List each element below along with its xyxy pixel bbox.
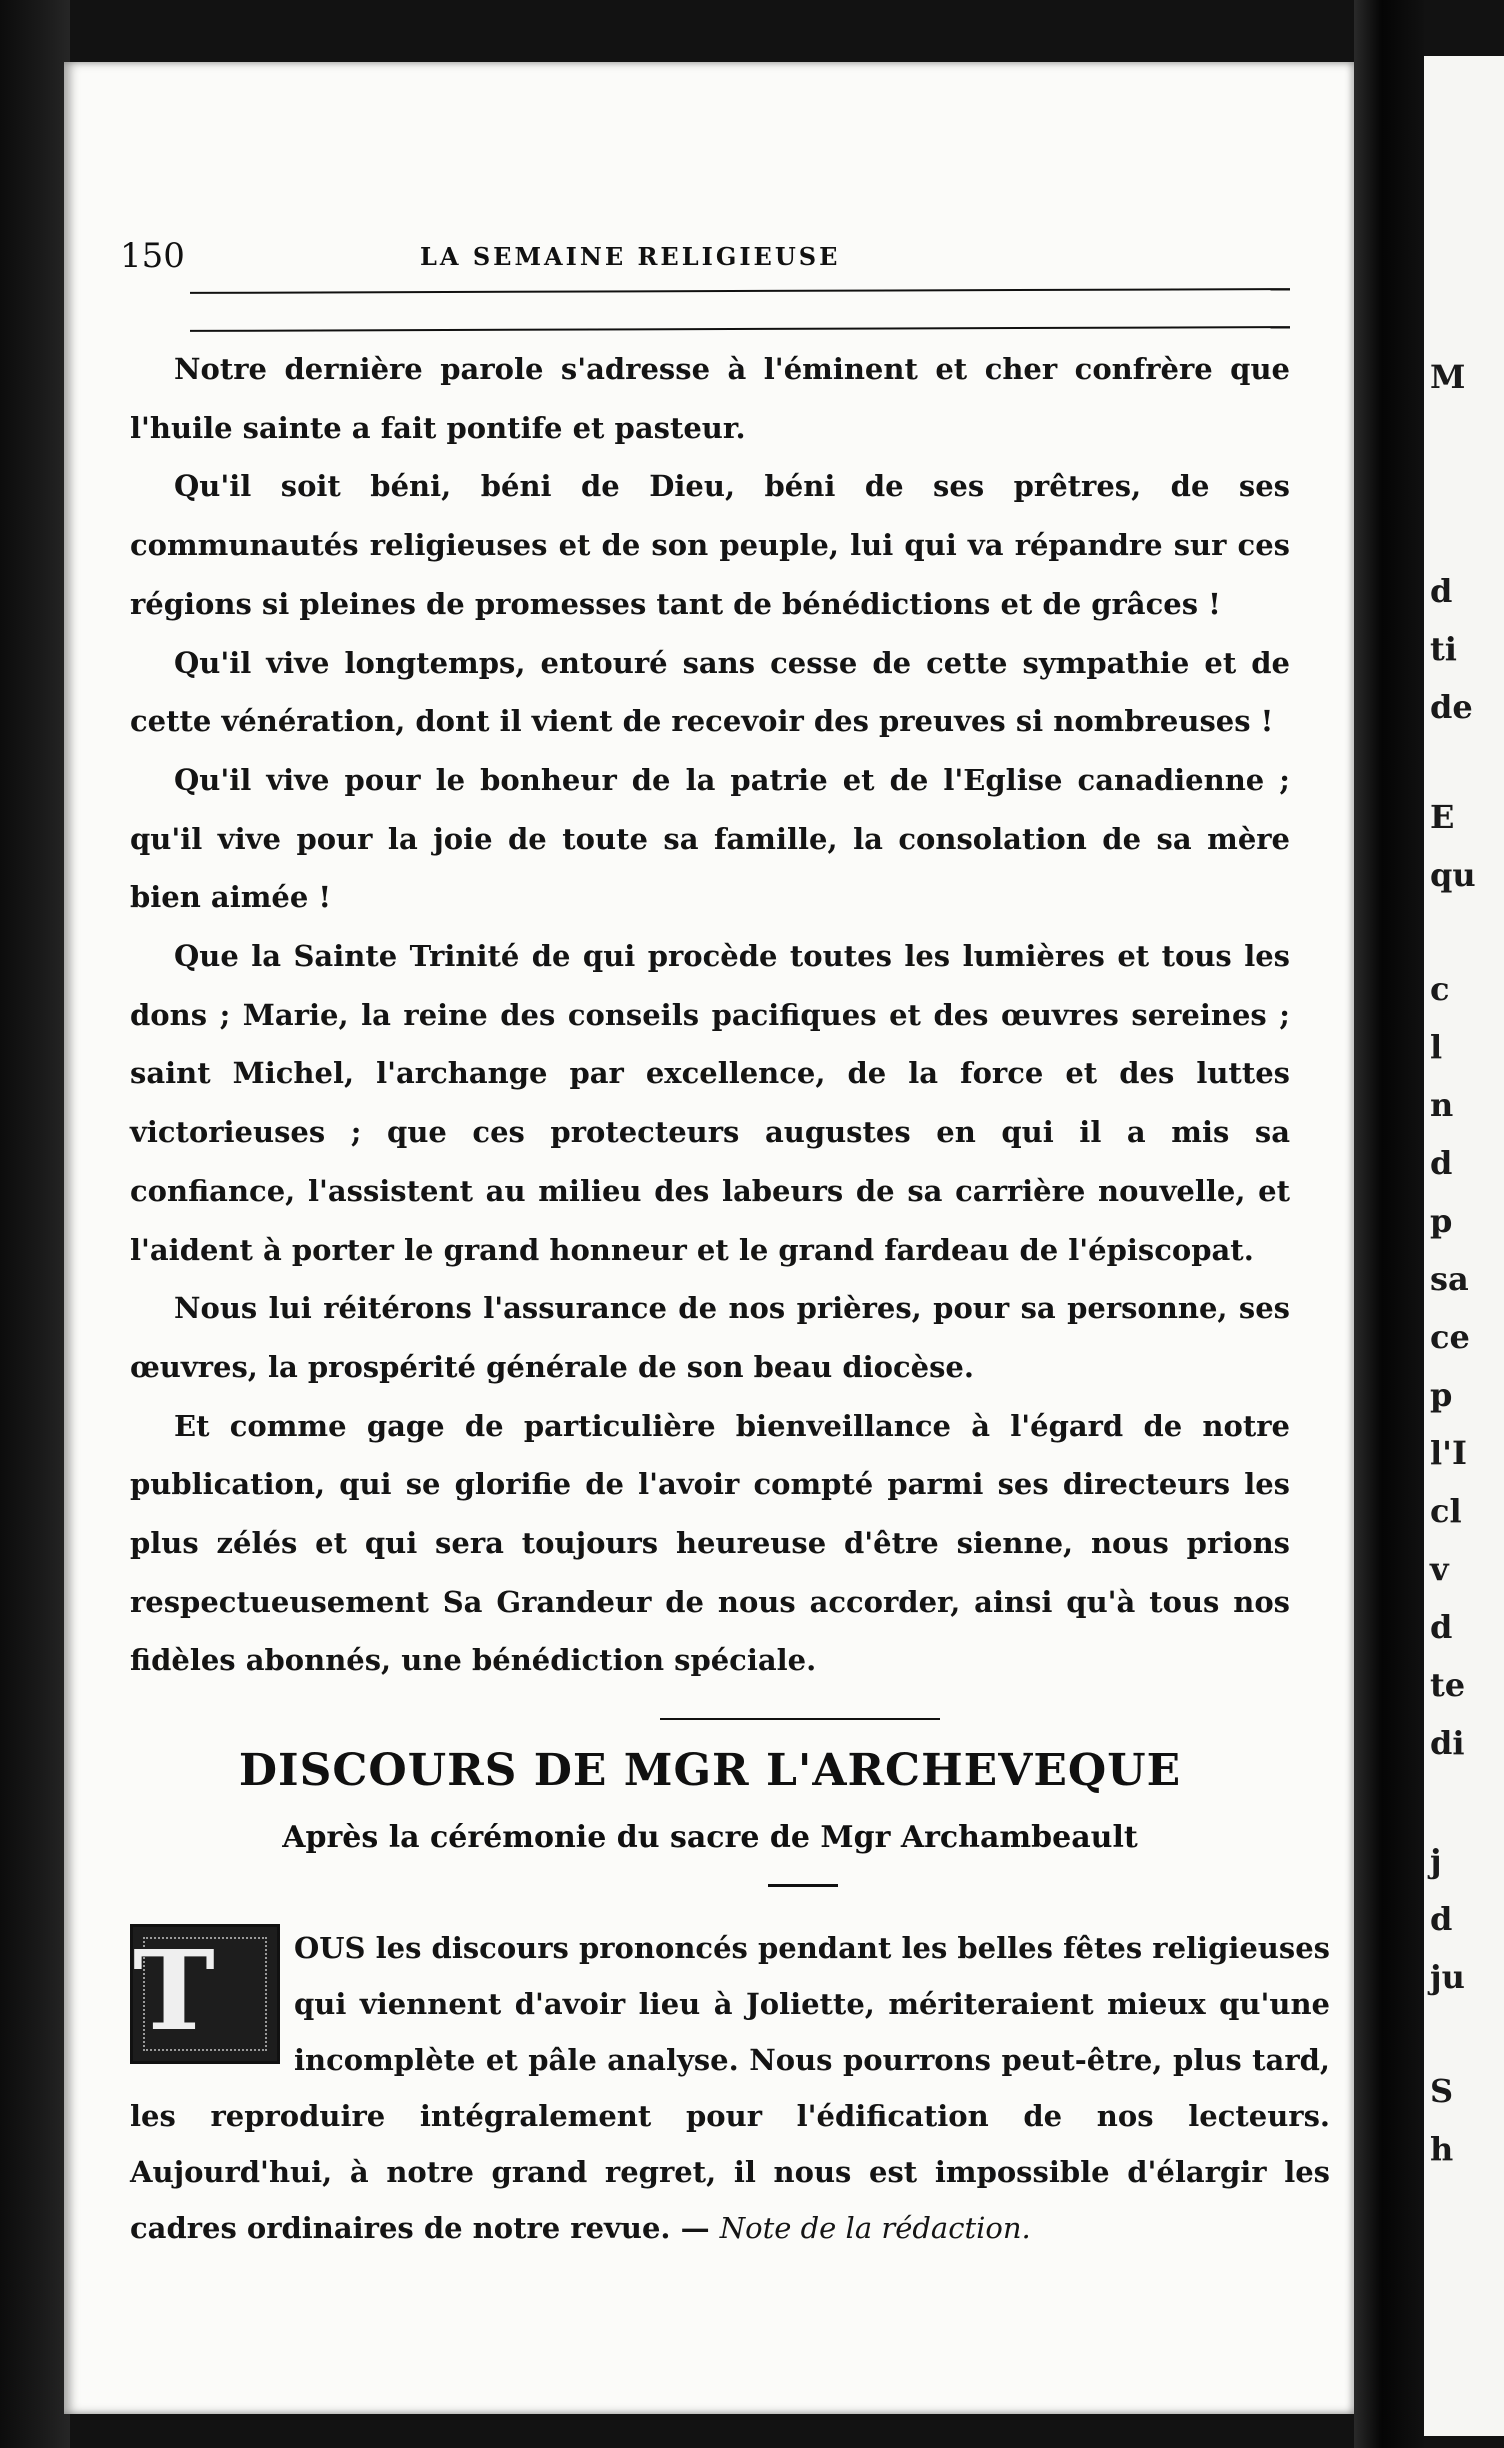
facing-fragment: de [1430,688,1473,726]
facing-fragment: p [1430,1202,1453,1240]
facing-fragment: ju [1430,1958,1465,1996]
facing-fragment: l [1430,1028,1443,1066]
running-title: LA SEMAINE RELIGIEUSE [420,242,841,271]
body-text [130,340,1290,1690]
facing-fragment: c [1430,970,1450,1008]
drop-cap [130,1924,280,2064]
facing-fragment: v [1430,1550,1449,1588]
facing-fragment: h [1430,2130,1454,2168]
facing-fragment: qu [1430,856,1476,894]
facing-fragment: M [1430,358,1466,396]
subtitle-rule [768,1884,838,1887]
section-text [130,1920,1330,2256]
section-paragraph-text: OUS les discours prononcés pendant les belles fêtes religieuses qui viennent d'avoir lieu à Joliette, mériteraient mieux qu'une incomplète et pâle analyse. Nous pourrons peut-être, plus tard, les reproduire intégralement pour l'édification de nos lecteurs. Aujourd'hui, à notre grand regret, il nous est impossible d'élargir les cadres ordinaires de notre revue. — [130,1931,1330,2245]
editorial-note: Note de la rédaction. [719,2211,1031,2245]
facing-fragment: l'I [1430,1434,1467,1472]
section-paragraph [130,1920,1330,2256]
paragraph: Qu'il soit béni, béni de Dieu, béni de ses prêtres, de ses communautés religieuses et de son peuple, lui qui va répandre sur ces régions si pleines de promesses tant de bénédictions et de grâces ! [130,469,1290,621]
paragraph: Et comme gage de particulière bienveillance à l'égard de notre publication, qui se glorifie de l'avoir compté parmi ses directeurs les plus zélés et qui sera toujours heureuse d'être sienne, nous prions respectueusement Sa Grandeur de nous accorder, ainsi qu'à tous nos fidèles abonnés, une bénédiction spéciale. [130,1408,1290,1678]
facing-fragment: sa [1430,1260,1469,1298]
paragraph: Qu'il vive longtemps, entouré sans cesse de cette sympathie et de cette vénération, dont il vient de recevoir des preuves si nombreuses ! [130,645,1290,739]
page-number: 150 [120,236,185,276]
facing-fragment: E [1430,798,1455,836]
facing-fragment: cl [1430,1492,1462,1530]
facing-page [1424,56,1504,2436]
facing-fragment: n [1430,1086,1454,1124]
book-gutter [1354,0,1424,2448]
facing-fragment: ti [1430,630,1457,668]
facing-fragment: di [1430,1724,1465,1762]
facing-fragment: te [1430,1666,1466,1704]
drop-cap-letter: T [133,1926,215,2055]
page-header [120,236,1290,286]
facing-fragment: d [1430,1608,1453,1646]
section-title: DISCOURS DE MGR L'ARCHEVEQUE [238,1745,1182,1796]
paragraph: Que la Sainte Trinité de qui procède toutes les lumières et tous les dons ; Marie, la reine des conseils pacifiques et des œuvres sereines ; saint Michel, l'archange par excellence, de la force et des luttes victorieuses ; que ces protecteurs augustes en qui il a mis sa confiance, l'assistent au milieu des labeurs de sa carrière nouvelle, et l'aident à porter le grand honneur et le grand fardeau de l'épiscopat. [130,939,1290,1267]
facing-fragment: j [1430,1842,1442,1880]
facing-fragment: d [1430,1900,1453,1938]
facing-fragment: ce [1430,1318,1470,1356]
paragraph: Qu'il vive pour le bonheur de la patrie et de l'Eglise canadienne ; qu'il vive pour la joie de toute sa famille, la consolation de sa mère bien aimée ! [130,762,1290,915]
paragraph: Nous lui réitérons l'assurance de nos prières, pour sa personne, ses œuvres, la prospérité générale de son beau diocèse. [130,1291,1290,1384]
section-separator [660,1718,940,1720]
paragraph: Notre dernière parole s'adresse à l'éminent et cher confrère que l'huile sainte a fait pontife et pasteur. [130,352,1290,445]
scan-left-margin [0,0,70,2448]
facing-fragment: p [1430,1376,1453,1414]
facing-fragment: S [1430,2072,1454,2110]
facing-fragment: d [1430,1144,1453,1182]
facing-fragment: d [1430,572,1453,610]
section-subtitle: Après la cérémonie du sacre de Mgr Archambeault [282,1820,1138,1855]
